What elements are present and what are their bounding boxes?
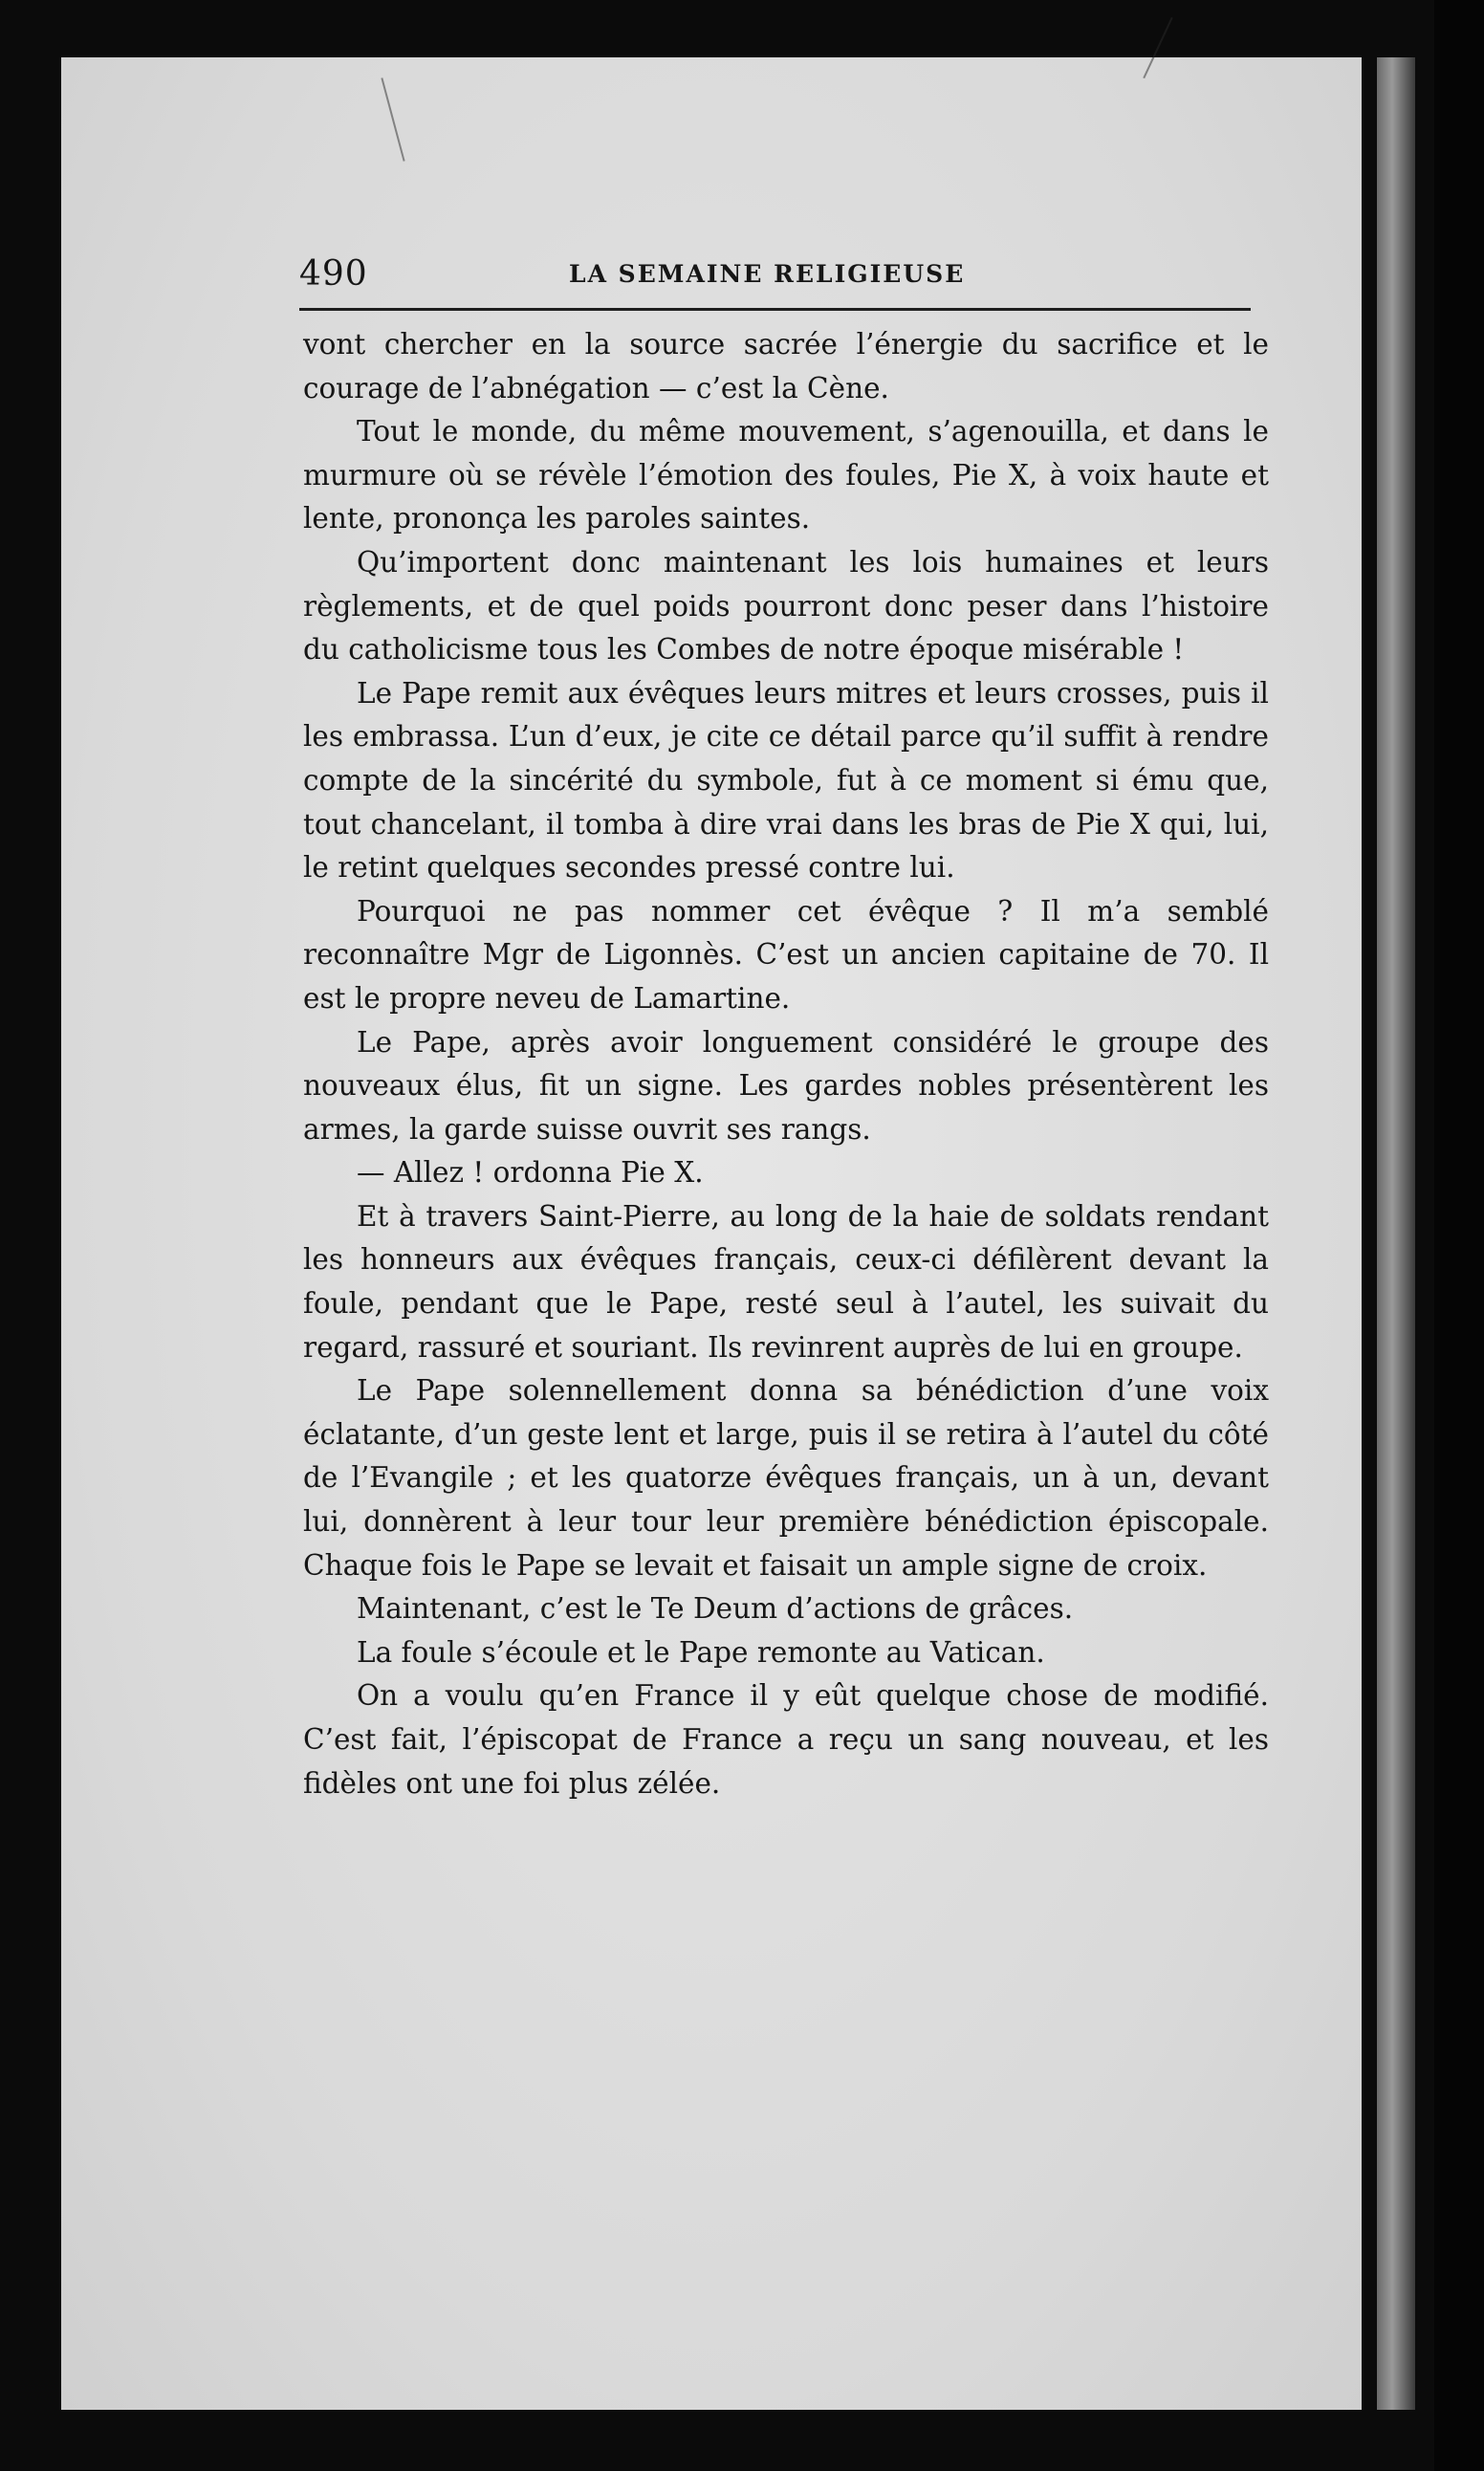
paragraph: Maintenant, c’est le Te Deum d’actions de grâces.	[357, 1592, 1074, 1626]
paragraph: La foule s’écoule et le Pape remonte au Vatican.	[357, 1635, 1045, 1669]
paragraph: On a voulu qu’en France il y eût quelque chose de modifié. C’est fait, l’épiscopat de France a reçu un sang nouveau, et les fidèles ont une foi plus zélée.	[303, 1679, 1269, 1800]
paragraph: Qu’importent donc maintenant les lois humaines et leurs règlements, et de quel poids pourront donc peser dans l’histoire du catholicisme tous les Combes de notre époque misérable !	[303, 545, 1269, 667]
paragraph: Pourquoi ne pas nommer cet évêque ? Il m’a semblé reconnaître Mgr de Ligonnès. C’est un ancien capitaine de 70. Il est le propre neveu de Lamartine.	[303, 894, 1269, 1015]
paragraph: — Allez ! ordonna Pie X.	[357, 1156, 704, 1190]
paragraph: vont chercher en la source sacrée l’énergie du sacrifice et le courage de l’abnégation — c’est la Cène.	[303, 328, 1269, 405]
page-gutter-edge	[1377, 57, 1415, 2410]
adjacent-page-edge	[1434, 0, 1484, 2471]
paragraph: Le Pape remit aux évêques leurs mitres et leurs crosses, puis il les embrassa. L’un d’eux, je cite ce détail parce qu’il suffit à rendre compte de la sincérité du symbole, fut à ce moment si ému que, tout chancelant, il tomba à dire vrai dans les bras de Pie X qui, lui, le retint quelques secondes pressé contre lui.	[303, 676, 1269, 885]
running-head: LA SEMAINE RELIGIEUSE	[569, 260, 966, 288]
page-header	[299, 251, 1251, 311]
paragraph: Et à travers Saint-Pierre, au long de la haie de soldats rendant les honneurs aux évêques français, ceux-ci défilèrent devant la foule, pendant que le Pape, resté seul à l’autel, les suivait du regard, rassuré et souriant. Ils revinrent auprès de lui en groupe.	[303, 1199, 1269, 1364]
paragraph: Le Pape solennellement donna sa bénédiction d’une voix éclatante, d’un geste lent et large, puis il se retira à l’autel du côté de l’Evangile ; et les quatorze évêques français, un à un, devant lui, donnèrent à leur tour leur première bénédiction épiscopale. Chaque fois le Pape se levait et faisait un ample signe de croix.	[303, 1374, 1269, 1582]
body-text	[303, 323, 1269, 1805]
page-number: 490	[299, 254, 368, 294]
paragraph: Le Pape, après avoir longuement considéré le groupe des nouveaux élus, fit un signe. Les gardes nobles présentèrent les armes, la garde suisse ouvrit ses rangs.	[303, 1025, 1269, 1146]
paragraph: Tout le monde, du même mouvement, s’agenouilla, et dans le murmure où se révèle l’émotion des foules, Pie X, à voix haute et lente, prononça les paroles saintes.	[303, 415, 1269, 536]
